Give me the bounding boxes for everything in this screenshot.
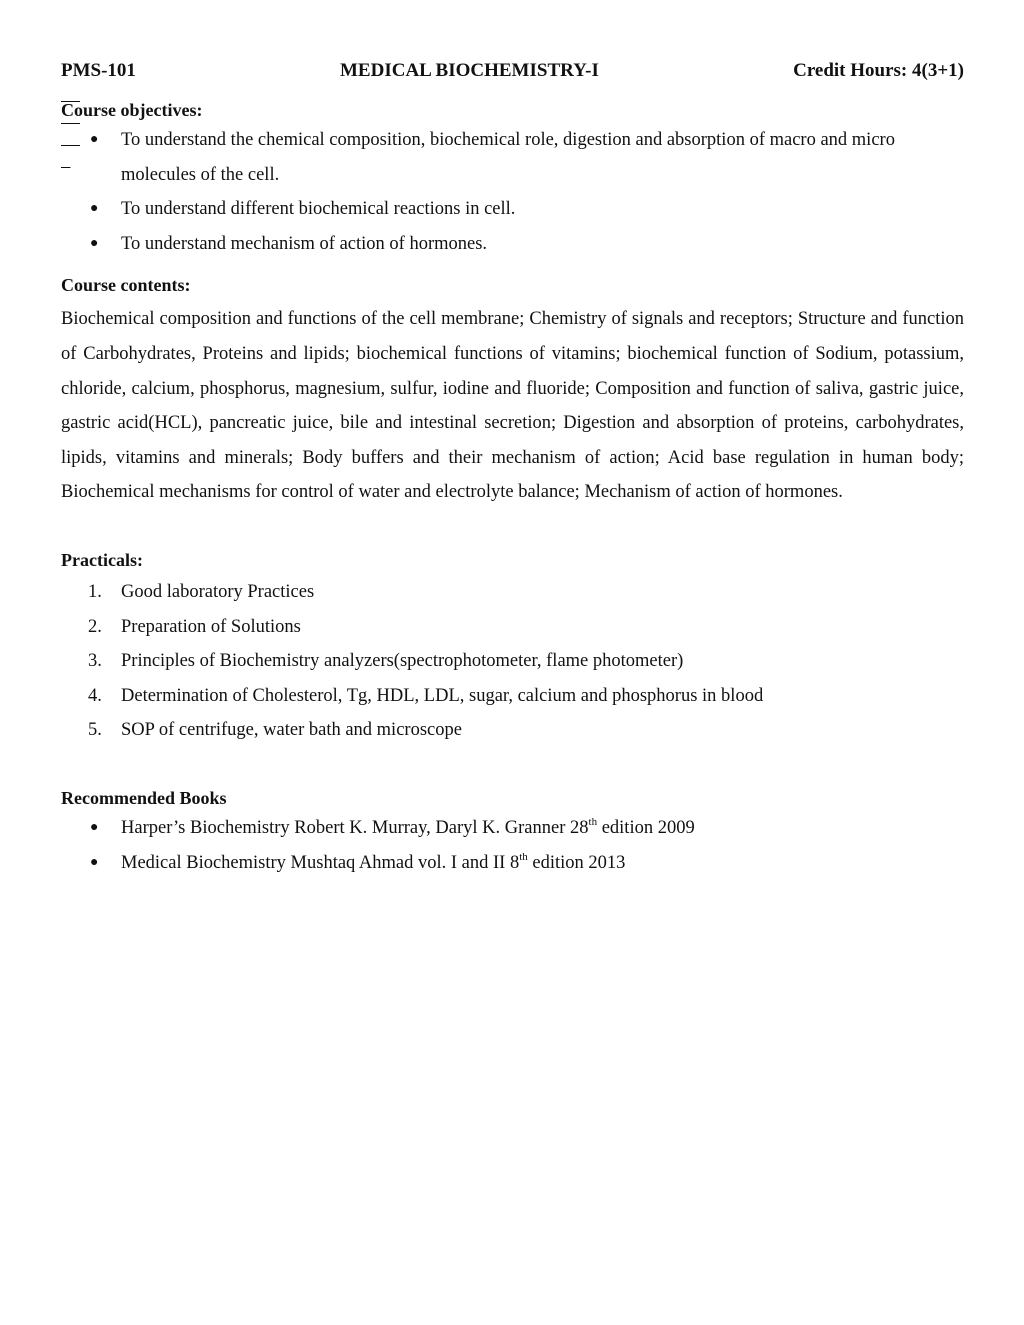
book-title: Medical Biochemistry Mushtaq Ahmad vol. I and II 8 [121,852,520,873]
bullet-icon: ● [90,132,99,147]
book-title: Harper’s Biochemistry Robert K. Murray, Daryl K. Granner 28 [121,817,589,838]
books-heading: Recommended Books [61,787,227,808]
practicals-list [61,575,964,748]
practical-text: Principles of Biochemistry analyzers(spectrophotometer, flame photometer) [121,651,684,672]
list-item [61,713,964,748]
practical-text: Determination of Cholesterol, Tg, HDL, LDL, sugar, calcium and phosphorus in blood [121,685,764,706]
list-item [61,644,964,679]
list-item [61,846,964,881]
list-number: 4. [88,685,102,706]
bullet-icon: ● [90,235,99,251]
practicals-heading: Practicals: [61,549,143,570]
list-item [61,811,964,846]
ordinal-suffix: th [588,815,598,828]
course-title: MEDICAL BIOCHEMISTRY-I [340,60,599,81]
objectives-section [61,100,964,261]
list-number: 3. [88,651,102,672]
books-section [61,788,964,880]
books-list [61,811,964,880]
bullet-icon: ● [90,819,99,835]
objectives-list [61,123,964,261]
book-edition: edition 2013 [527,852,626,873]
list-item [61,123,964,192]
book-edition: edition 2009 [597,817,695,838]
list-item [61,227,964,262]
contents-paragraph: Biochemical composition and functions of the cell membrane; Chemistry of signals and receptors; Structure and function of Carbohydrates, Proteins and lipids; biochemical functions of vitamins; biochemical function of Sodium, potassium, chloride, calcium, phosphorus, magnesium, sulfur, iodine and fluoride; Composition and function of saliva, gastric juice, gastric acid(HCL), pancreatic juice, bile and intestinal secretion; Digestion and absorption of proteins, carbohydrates, lipids, vitamins and minerals; Body buffers and their mechanism of action; Acid base regulation in human body; Biochemical mechanisms for control of water and electrolyte balance; Mechanism of action of hormones. [61,309,964,503]
practicals-section [61,550,964,748]
list-item [61,192,964,227]
bullet-icon: ● [90,201,99,217]
contents-heading: Course contents: [61,275,191,296]
list-item [61,610,964,645]
credit-hours: Credit Hours: 4(3+1) [793,60,964,81]
practical-text: SOP of centrifuge, water bath and microscope [121,720,462,741]
list-item [61,679,964,714]
course-header [61,60,964,90]
course-code: PMS-101 [61,60,136,81]
contents-section [61,275,964,510]
practical-text: Preparation of Solutions [121,616,301,637]
practical-text: Good laboratory Practices [121,581,315,602]
list-number: 2. [88,616,102,637]
list-item [61,575,964,610]
objective-text: To understand mechanism of action of hormones. [121,233,488,254]
list-number: 5. [88,720,102,741]
objectives-heading: Course objectives: [61,100,203,120]
objective-text: To understand different biochemical reactions in cell. [121,199,516,220]
list-number: 1. [88,581,102,602]
document-page [61,60,964,880]
ordinal-suffix: th [519,850,528,863]
objective-text: To understand the chemical composition, biochemical role, digestion and absorption of macro and micro molecules of the cell. [121,130,895,185]
bullet-icon: ● [90,854,99,870]
